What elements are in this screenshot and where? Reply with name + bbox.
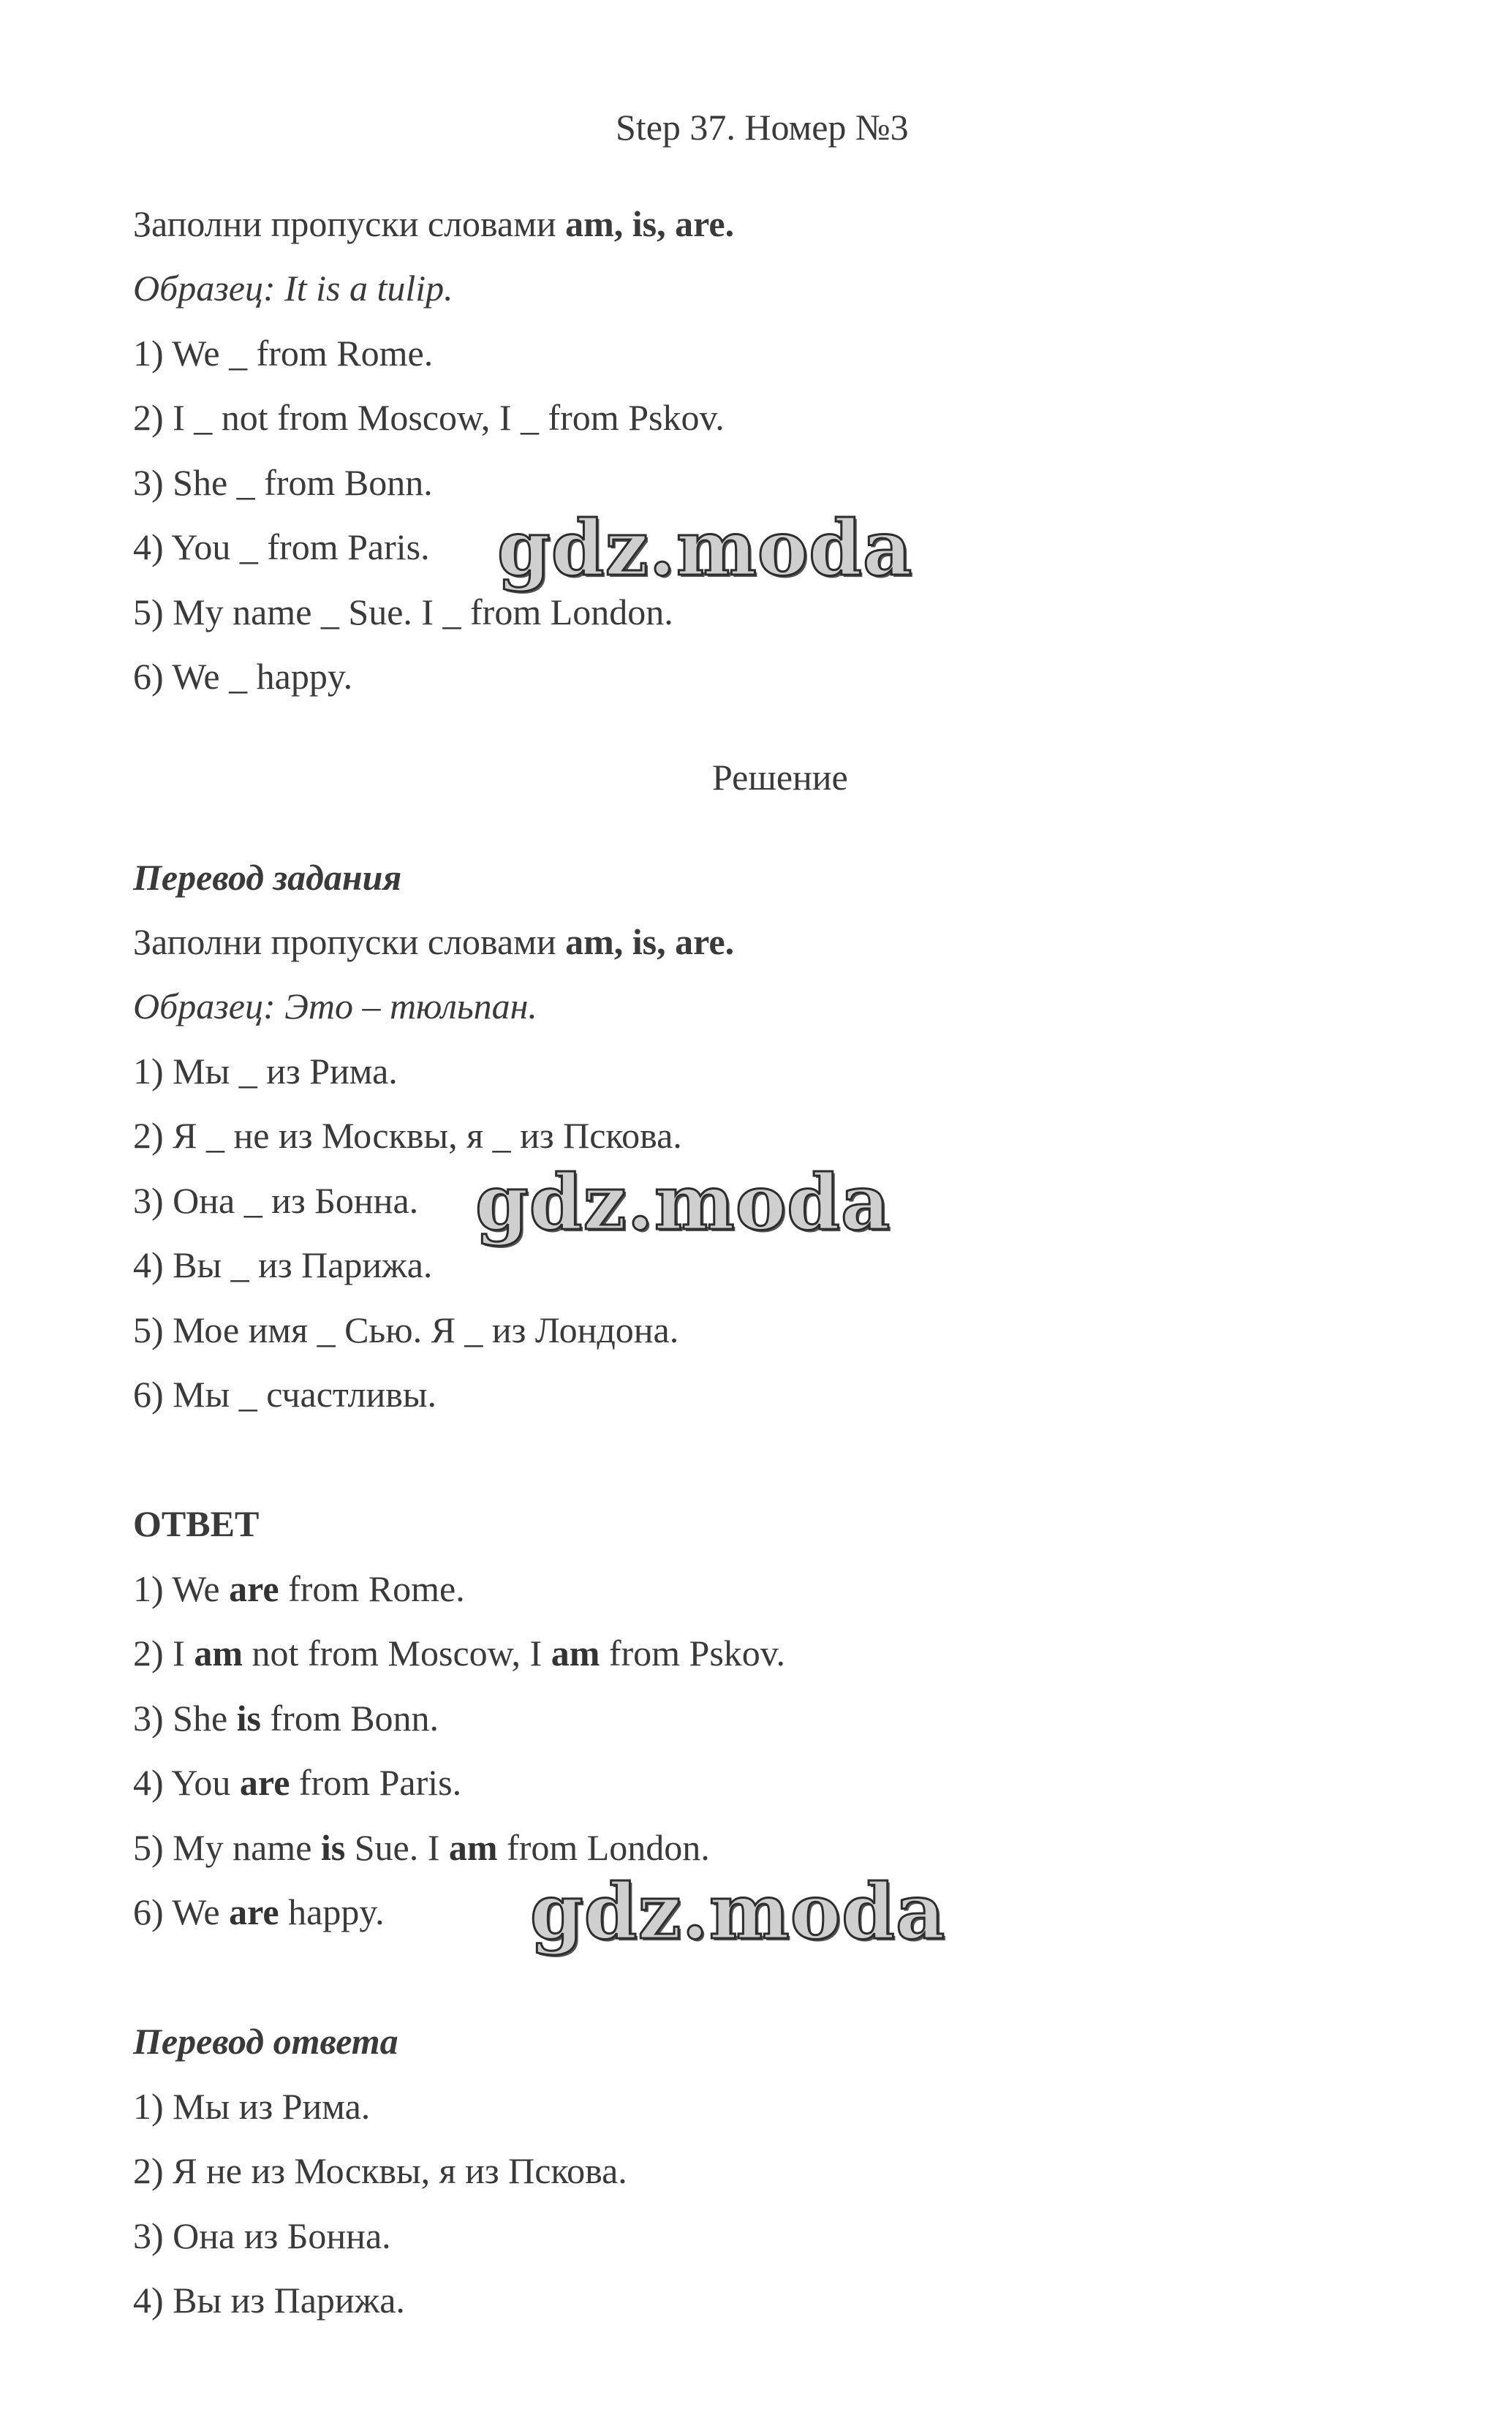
watermark-logo: gdz.moda xyxy=(497,503,913,593)
task-example: Образец: It is a tulip. xyxy=(133,268,453,309)
translation-instruction xyxy=(133,920,734,964)
translation-instruction-text: Заполни пропуски словами xyxy=(133,921,566,962)
translation-heading: Перевод задания xyxy=(133,857,402,898)
answer-verb: am xyxy=(194,1633,243,1674)
task-item: 5) My name _ Sue. I _ from London. xyxy=(133,591,673,632)
task-item: 4) You _ from Paris. xyxy=(133,526,430,567)
task-item: 1) We _ from Rome. xyxy=(133,333,434,374)
answer-verb: is xyxy=(320,1827,346,1868)
answer-item xyxy=(133,1631,785,1675)
answer-text: from Rome. xyxy=(279,1568,465,1609)
answer-item xyxy=(133,1696,439,1740)
answer-translation-heading: Перевод ответа xyxy=(133,2021,398,2062)
answer-item xyxy=(133,1567,465,1611)
answer-text: 5) My name xyxy=(133,1827,321,1868)
translation-item: 5) Мое имя _ Сью. Я _ из Лондона. xyxy=(133,1309,679,1350)
answer-text: 2) I xyxy=(133,1633,194,1674)
answer-verb: are xyxy=(239,1762,290,1803)
answer-text: from Pskov. xyxy=(600,1633,786,1674)
translation-item: 3) Она _ из Бонна. xyxy=(133,1180,419,1221)
task-item: 6) We _ happy. xyxy=(133,656,353,697)
task-instruction-words: am, is, are. xyxy=(565,203,735,244)
watermark-logo: gdz.moda xyxy=(530,1867,946,1956)
translation-item: 4) Вы _ из Парижа. xyxy=(133,1244,433,1285)
answer-translation-item: 4) Вы из Парижа. xyxy=(133,2280,405,2321)
watermark-logo: gdz.moda xyxy=(475,1157,891,1247)
answer-text: Sue. I xyxy=(345,1827,449,1868)
answer-text: from Bonn. xyxy=(261,1698,439,1739)
translation-item: 2) Я _ не из Москвы, я _ из Пскова. xyxy=(133,1115,682,1156)
answer-text: 1) We xyxy=(133,1568,230,1609)
answer-heading: ОТВЕТ xyxy=(133,1503,260,1544)
answer-text: 6) We xyxy=(133,1891,230,1932)
answer-text: 3) She xyxy=(133,1698,237,1739)
answer-translation-item: 1) Мы из Рима. xyxy=(133,2086,371,2127)
answer-translation-item: 3) Она из Бонна. xyxy=(133,2215,391,2256)
answer-verb: is xyxy=(236,1698,262,1739)
answer-translation-item: 2) Я не из Москвы, я из Пскова. xyxy=(133,2150,627,2191)
translation-example: Образец: Это – тюльпан. xyxy=(133,986,537,1026)
answer-item xyxy=(133,1826,710,1869)
answer-verb: am xyxy=(551,1633,600,1674)
translation-item: 6) Мы _ счастливы. xyxy=(133,1374,436,1415)
answer-item xyxy=(133,1890,385,1934)
task-item: 3) She _ from Bonn. xyxy=(133,462,433,503)
task-instruction-text: Заполни пропуски словами xyxy=(133,203,566,244)
answer-text: happy. xyxy=(279,1891,385,1932)
translation-instruction-words: am, is, are. xyxy=(565,921,735,962)
answer-text: 4) You xyxy=(133,1762,240,1803)
answer-verb: am xyxy=(448,1827,498,1868)
answer-verb: are xyxy=(229,1568,279,1609)
answer-text: not from Moscow, I xyxy=(242,1633,551,1674)
solution-title: Решение xyxy=(712,757,848,798)
answer-item xyxy=(133,1761,461,1804)
task-item: 2) I _ not from Moscow, I _ from Pskov. xyxy=(133,397,725,438)
translation-item: 1) Мы _ из Рима. xyxy=(133,1051,398,1092)
answer-text: from London. xyxy=(497,1827,710,1868)
page-title: Step 37. Номер №3 xyxy=(616,107,909,148)
answer-verb: are xyxy=(229,1891,279,1932)
task-instruction xyxy=(133,202,734,246)
answer-text: from Paris. xyxy=(290,1762,462,1803)
